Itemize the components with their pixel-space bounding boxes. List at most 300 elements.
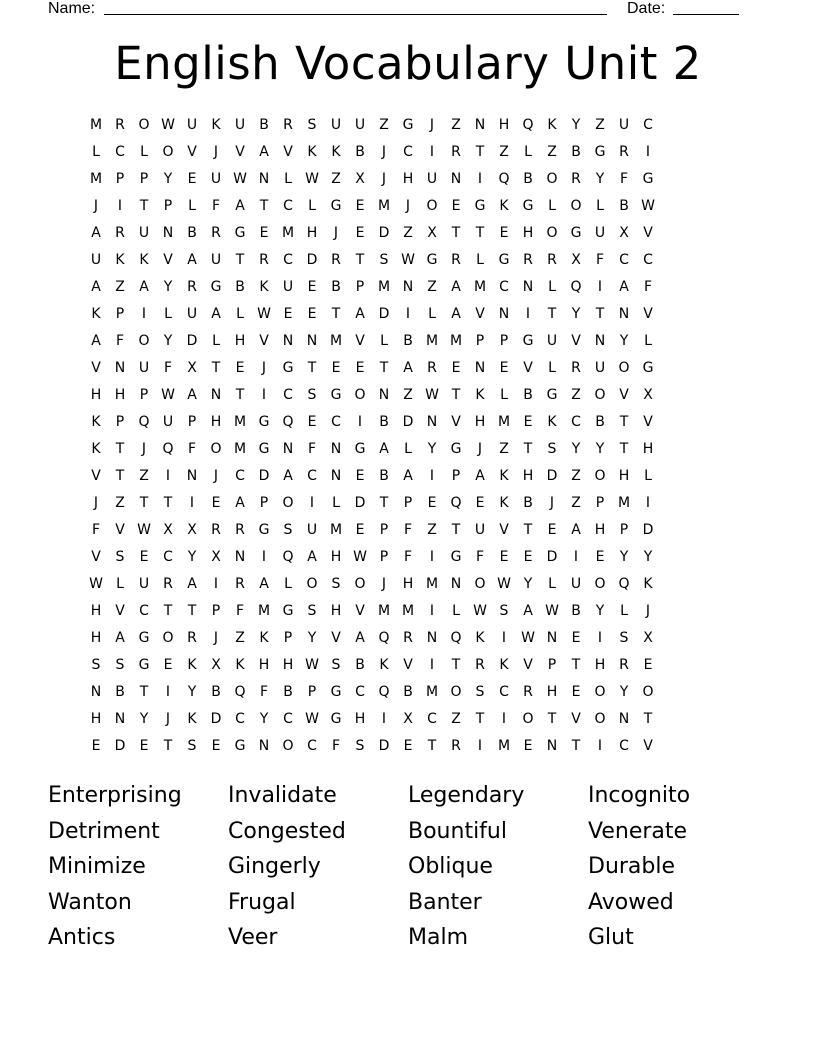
grid-letter[interactable]: N [330,441,342,457]
grid-letter[interactable]: T [235,252,245,268]
grid-letter[interactable]: I [429,468,435,484]
grid-letter[interactable]: H [210,414,222,430]
grid-letter[interactable]: W [257,306,271,322]
grid-letter[interactable]: L [188,198,196,214]
grid-letter[interactable]: Y [595,603,605,619]
grid-letter[interactable]: R [619,144,629,160]
grid-letter[interactable]: P [355,279,365,295]
grid-letter[interactable]: G [282,360,294,376]
grid-letter[interactable]: K [139,252,149,268]
grid-letter[interactable]: C [403,144,413,160]
grid-letter[interactable]: K [91,414,101,430]
grid-letter[interactable]: P [547,657,557,673]
grid-letter[interactable]: R [571,171,581,187]
grid-letter[interactable]: B [523,495,533,511]
grid-letter[interactable]: H [90,387,102,403]
grid-letter[interactable]: C [643,252,653,268]
grid-letter[interactable]: X [211,657,221,673]
grid-letter[interactable]: A [115,630,125,646]
grid-letter[interactable]: G [210,279,222,295]
grid-letter[interactable]: T [379,360,389,376]
grid-letter[interactable]: D [546,549,558,565]
grid-letter[interactable]: Q [378,684,390,700]
grid-letter[interactable]: M [89,171,103,187]
grid-letter[interactable]: J [93,495,99,511]
grid-letter[interactable]: I [597,630,603,646]
grid-letter[interactable]: L [644,333,652,349]
grid-letter[interactable]: C [163,549,173,565]
grid-letter[interactable]: Z [403,225,413,241]
grid-letter[interactable]: E [211,495,221,511]
grid-letter[interactable]: G [402,117,414,133]
grid-letter[interactable]: N [186,468,198,484]
grid-letter[interactable]: I [141,306,147,322]
grid-letter[interactable]: X [403,711,413,727]
grid-letter[interactable]: K [211,117,221,133]
grid-letter[interactable]: S [331,657,341,673]
grid-letter[interactable]: G [522,333,534,349]
grid-letter[interactable]: T [595,306,605,322]
grid-letter[interactable]: I [165,684,171,700]
grid-letter[interactable]: N [426,414,438,430]
grid-letter[interactable]: C [283,711,293,727]
grid-letter[interactable]: H [474,414,486,430]
grid-letter[interactable]: A [187,387,197,403]
grid-letter[interactable]: T [115,441,125,457]
grid-letter[interactable]: K [475,387,485,403]
grid-letter[interactable]: R [475,657,485,673]
grid-letter[interactable]: N [546,738,558,754]
grid-letter[interactable]: J [333,225,339,241]
grid-letter[interactable]: Q [234,684,246,700]
grid-letter[interactable]: M [329,522,343,538]
grid-letter[interactable]: O [546,225,558,241]
grid-letter[interactable]: U [354,117,366,133]
grid-letter[interactable]: D [378,738,390,754]
grid-letter[interactable]: Z [595,117,605,133]
grid-letter[interactable]: E [571,630,581,646]
grid-letter[interactable]: L [92,144,100,160]
grid-letter[interactable]: U [474,522,486,538]
grid-letter[interactable]: Z [139,468,149,484]
grid-letter[interactable]: E [571,684,581,700]
grid-letter[interactable]: H [114,387,126,403]
grid-letter[interactable]: A [451,279,461,295]
grid-letter[interactable]: T [475,144,485,160]
grid-letter[interactable]: S [379,252,389,268]
grid-letter[interactable]: C [355,684,365,700]
grid-letter[interactable]: H [522,468,534,484]
grid-letter[interactable]: C [643,117,653,133]
grid-letter[interactable]: P [115,171,125,187]
grid-letter[interactable]: C [331,414,341,430]
grid-letter[interactable]: W [497,576,511,592]
grid-letter[interactable]: L [596,198,604,214]
grid-letter[interactable]: E [307,414,317,430]
grid-letter[interactable]: Z [571,468,581,484]
grid-letter[interactable]: H [546,684,558,700]
grid-letter[interactable]: N [546,630,558,646]
grid-letter[interactable]: F [163,360,173,376]
grid-letter[interactable]: E [307,306,317,322]
grid-letter[interactable]: F [235,603,245,619]
grid-letter[interactable]: A [307,549,317,565]
grid-letter[interactable]: U [282,279,294,295]
grid-letter[interactable]: X [571,252,581,268]
grid-letter[interactable]: A [283,468,293,484]
grid-letter[interactable]: N [474,117,486,133]
grid-letter[interactable]: S [307,117,317,133]
grid-letter[interactable]: V [571,333,581,349]
grid-letter[interactable]: T [619,441,629,457]
grid-letter[interactable]: E [355,225,365,241]
grid-letter[interactable]: Y [307,630,317,646]
grid-letter[interactable]: A [355,630,365,646]
grid-letter[interactable]: E [91,738,101,754]
grid-letter[interactable]: K [331,144,341,160]
grid-letter[interactable]: L [236,306,244,322]
grid-letter[interactable]: N [594,333,606,349]
grid-letter[interactable]: G [330,711,342,727]
grid-letter[interactable]: X [427,225,437,241]
grid-letter[interactable]: Y [643,549,653,565]
grid-letter[interactable]: J [381,144,387,160]
grid-letter[interactable]: D [402,414,414,430]
grid-letter[interactable]: C [499,279,509,295]
grid-letter[interactable]: A [403,468,413,484]
grid-letter[interactable]: U [186,306,198,322]
grid-letter[interactable]: P [115,306,125,322]
grid-letter[interactable]: G [522,198,534,214]
grid-letter[interactable]: G [330,684,342,700]
grid-letter[interactable]: Q [498,171,510,187]
grid-letter[interactable]: B [523,171,533,187]
grid-letter[interactable]: D [114,738,126,754]
grid-letter[interactable]: H [402,171,414,187]
grid-letter[interactable]: I [213,576,219,592]
grid-letter[interactable]: B [283,684,293,700]
grid-letter[interactable]: M [233,414,247,430]
grid-letter[interactable]: E [451,360,461,376]
grid-letter[interactable]: S [307,603,317,619]
grid-letter[interactable]: T [355,252,365,268]
grid-letter[interactable]: R [403,630,413,646]
grid-letter[interactable]: R [523,684,533,700]
grid-letter[interactable]: P [379,522,389,538]
grid-letter[interactable]: T [187,603,197,619]
grid-letter[interactable]: Y [163,171,173,187]
grid-letter[interactable]: Z [499,144,509,160]
grid-letter[interactable]: M [617,495,631,511]
grid-letter[interactable]: C [571,414,581,430]
grid-letter[interactable]: W [161,387,175,403]
grid-letter[interactable]: A [235,495,245,511]
grid-letter[interactable]: W [305,171,319,187]
grid-letter[interactable]: I [429,144,435,160]
grid-letter[interactable]: U [426,171,438,187]
grid-letter[interactable]: C [427,711,437,727]
grid-letter[interactable]: J [477,441,483,457]
grid-letter[interactable]: X [163,522,173,538]
grid-letter[interactable]: E [211,738,221,754]
grid-letter[interactable]: Q [138,414,150,430]
grid-letter[interactable]: R [331,252,341,268]
grid-letter[interactable]: K [259,630,269,646]
grid-letter[interactable]: J [381,171,387,187]
grid-letter[interactable]: J [429,117,435,133]
grid-letter[interactable]: K [235,657,245,673]
grid-letter[interactable]: B [403,333,413,349]
grid-letter[interactable]: T [451,522,461,538]
grid-letter[interactable]: D [210,711,222,727]
grid-letter[interactable]: Q [282,414,294,430]
grid-letter[interactable]: I [573,549,579,565]
grid-letter[interactable]: Z [331,171,341,187]
grid-letter[interactable]: L [212,333,220,349]
grid-letter[interactable]: U [210,171,222,187]
grid-letter[interactable]: L [284,576,292,592]
grid-letter[interactable]: O [426,198,438,214]
grid-letter[interactable]: W [305,711,319,727]
grid-letter[interactable]: M [377,198,391,214]
grid-letter[interactable]: E [523,549,533,565]
grid-letter[interactable]: Q [570,279,582,295]
grid-letter[interactable]: V [571,711,581,727]
grid-letter[interactable]: I [477,171,483,187]
grid-letter[interactable]: V [91,549,101,565]
grid-letter[interactable]: T [523,441,533,457]
grid-letter[interactable]: F [403,522,413,538]
grid-letter[interactable]: A [619,279,629,295]
grid-letter[interactable]: S [475,684,485,700]
grid-letter[interactable]: V [91,360,101,376]
grid-letter[interactable]: G [354,441,366,457]
grid-letter[interactable]: O [354,576,366,592]
grid-letter[interactable]: Z [427,522,437,538]
grid-letter[interactable]: K [475,630,485,646]
grid-letter[interactable]: A [91,225,101,241]
grid-letter[interactable]: T [475,711,485,727]
grid-letter[interactable]: S [115,657,125,673]
grid-letter[interactable]: P [259,495,269,511]
grid-letter[interactable]: P [139,171,149,187]
grid-letter[interactable]: U [570,576,582,592]
grid-letter[interactable]: Z [403,387,413,403]
grid-letter[interactable]: Y [523,576,533,592]
grid-letter[interactable]: G [474,198,486,214]
grid-letter[interactable]: H [522,225,534,241]
grid-letter[interactable]: T [331,306,341,322]
grid-letter[interactable]: W [137,522,151,538]
grid-letter[interactable]: E [163,657,173,673]
grid-letter[interactable]: L [620,603,628,619]
grid-letter[interactable]: B [331,279,341,295]
grid-letter[interactable]: O [282,738,294,754]
grid-letter[interactable]: I [501,630,507,646]
grid-letter[interactable]: L [644,468,652,484]
grid-letter[interactable]: P [283,630,293,646]
grid-letter[interactable]: F [619,171,629,187]
grid-letter[interactable]: T [139,684,149,700]
grid-letter[interactable]: I [117,198,123,214]
grid-letter[interactable]: Q [162,441,174,457]
grid-letter[interactable]: O [450,684,462,700]
grid-letter[interactable]: Y [163,333,173,349]
grid-letter[interactable]: I [429,657,435,673]
grid-letter[interactable]: I [597,279,603,295]
grid-letter[interactable]: F [643,279,653,295]
grid-letter[interactable]: X [355,171,365,187]
grid-letter[interactable]: T [235,387,245,403]
grid-letter[interactable]: O [474,576,486,592]
grid-letter[interactable]: H [330,549,342,565]
grid-letter[interactable]: V [115,603,125,619]
grid-letter[interactable]: M [401,603,415,619]
grid-letter[interactable]: E [355,198,365,214]
grid-letter[interactable]: L [548,198,556,214]
grid-letter[interactable]: W [545,603,559,619]
grid-letter[interactable]: E [499,360,509,376]
grid-letter[interactable]: T [211,360,221,376]
grid-letter[interactable]: N [426,630,438,646]
grid-letter[interactable]: T [139,495,149,511]
grid-letter[interactable]: H [330,603,342,619]
grid-letter[interactable]: P [187,414,197,430]
grid-letter[interactable]: P [619,522,629,538]
grid-letter[interactable]: V [235,144,245,160]
grid-letter[interactable]: C [307,468,317,484]
grid-letter[interactable]: I [165,468,171,484]
grid-letter[interactable]: O [594,711,606,727]
grid-letter[interactable]: L [308,198,316,214]
grid-letter[interactable]: W [641,198,655,214]
grid-letter[interactable]: B [115,684,125,700]
grid-letter[interactable]: K [499,657,509,673]
grid-letter[interactable]: N [402,279,414,295]
grid-letter[interactable]: N [258,171,270,187]
grid-letter[interactable]: Z [115,279,125,295]
grid-letter[interactable]: N [258,738,270,754]
grid-letter[interactable]: Y [187,549,197,565]
grid-letter[interactable]: T [163,603,173,619]
grid-letter[interactable]: J [165,711,171,727]
grid-letter[interactable]: E [283,306,293,322]
grid-letter[interactable]: T [571,657,581,673]
grid-letter[interactable]: O [354,387,366,403]
grid-letter[interactable]: K [91,306,101,322]
grid-letter[interactable]: B [379,468,389,484]
grid-letter[interactable]: N [378,387,390,403]
grid-letter[interactable]: O [162,630,174,646]
grid-letter[interactable]: V [355,603,365,619]
grid-letter[interactable]: T [451,657,461,673]
grid-letter[interactable]: L [524,144,532,160]
grid-letter[interactable]: D [258,468,270,484]
grid-letter[interactable]: E [403,738,413,754]
grid-letter[interactable]: Z [571,387,581,403]
date-blank-line[interactable] [673,14,739,15]
grid-letter[interactable]: E [331,360,341,376]
grid-letter[interactable]: K [115,252,125,268]
grid-letter[interactable]: E [139,738,149,754]
grid-letter[interactable]: G [330,387,342,403]
grid-letter[interactable]: B [571,144,581,160]
grid-letter[interactable]: J [645,603,651,619]
grid-letter[interactable]: H [618,468,630,484]
grid-letter[interactable]: B [259,117,269,133]
grid-letter[interactable]: T [475,225,485,241]
grid-letter[interactable]: X [643,387,653,403]
grid-letter[interactable]: T [523,522,533,538]
grid-letter[interactable]: R [451,252,461,268]
grid-letter[interactable]: R [163,576,173,592]
grid-letter[interactable]: H [402,576,414,592]
grid-letter[interactable]: V [523,360,533,376]
grid-letter[interactable]: G [450,549,462,565]
grid-letter[interactable]: P [115,414,125,430]
grid-letter[interactable]: P [139,387,149,403]
grid-letter[interactable]: T [547,306,557,322]
grid-letter[interactable]: I [645,495,651,511]
name-blank-line[interactable] [104,14,607,15]
grid-letter[interactable]: M [425,333,439,349]
grid-letter[interactable]: G [234,225,246,241]
grid-letter[interactable]: W [161,117,175,133]
grid-letter[interactable]: U [186,117,198,133]
grid-letter[interactable]: M [329,333,343,349]
grid-letter[interactable]: U [234,117,246,133]
grid-letter[interactable]: X [619,225,629,241]
grid-letter[interactable]: C [235,711,245,727]
grid-letter[interactable]: I [405,306,411,322]
grid-letter[interactable]: C [619,738,629,754]
grid-letter[interactable]: V [355,333,365,349]
grid-letter[interactable]: J [549,495,555,511]
grid-letter[interactable]: G [642,171,654,187]
grid-letter[interactable]: O [138,117,150,133]
grid-letter[interactable]: J [213,630,219,646]
grid-letter[interactable]: R [187,279,197,295]
grid-letter[interactable]: Q [450,630,462,646]
grid-letter[interactable]: T [307,360,317,376]
grid-letter[interactable]: E [451,198,461,214]
grid-letter[interactable]: T [139,198,149,214]
grid-letter[interactable]: I [597,738,603,754]
grid-letter[interactable]: F [211,198,221,214]
grid-letter[interactable]: V [451,414,461,430]
grid-letter[interactable]: C [499,684,509,700]
grid-letter[interactable]: P [163,198,173,214]
grid-letter[interactable]: Z [115,495,125,511]
grid-letter[interactable]: N [282,333,294,349]
grid-letter[interactable]: O [594,684,606,700]
grid-letter[interactable]: V [187,144,197,160]
grid-letter[interactable]: C [283,252,293,268]
grid-letter[interactable]: Z [235,630,245,646]
grid-letter[interactable]: Y [571,306,581,322]
grid-letter[interactable]: L [404,441,412,457]
grid-letter[interactable]: F [187,441,197,457]
grid-letter[interactable]: L [548,576,556,592]
grid-letter[interactable]: F [475,549,485,565]
grid-letter[interactable]: I [525,306,531,322]
grid-letter[interactable]: D [354,495,366,511]
grid-letter[interactable]: K [259,279,269,295]
grid-letter[interactable]: S [331,576,341,592]
grid-letter[interactable]: U [330,117,342,133]
grid-letter[interactable]: F [91,522,101,538]
grid-letter[interactable]: N [474,360,486,376]
